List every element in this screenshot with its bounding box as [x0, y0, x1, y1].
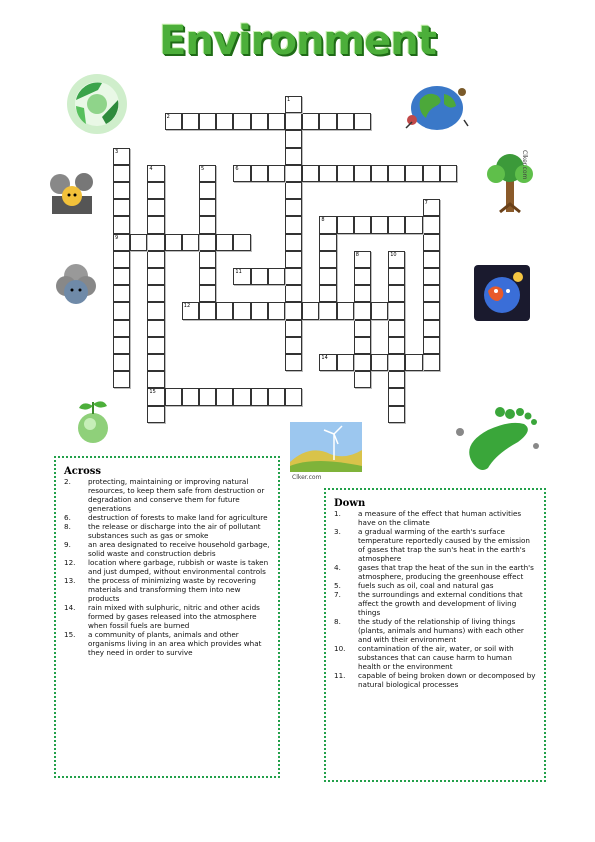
clue-text: an area designated to receive household garbage, solid waste and construction debris — [88, 540, 270, 558]
clue-text: a measure of the effect that human activities have on the climate — [358, 509, 522, 527]
grid-cell[interactable] — [285, 251, 302, 268]
grid-cell[interactable] — [147, 406, 164, 423]
grid-cell[interactable] — [285, 148, 302, 165]
grid-cell[interactable] — [388, 337, 405, 354]
clue-text: capable of being broken down or decomposed by natural biological processes — [358, 671, 536, 689]
clue-text: the study of the relationship of living things (plants, animals and humans) with each other and with their environment — [358, 617, 524, 644]
grid-cell[interactable] — [113, 268, 130, 285]
green-footprint-icon — [450, 402, 542, 472]
grid-cell[interactable] — [251, 302, 268, 319]
seedling-globe-icon — [68, 394, 118, 446]
grid-cell[interactable] — [337, 302, 354, 319]
grid-cell[interactable] — [285, 234, 302, 251]
grid-cell[interactable] — [147, 251, 164, 268]
grid-cell[interactable] — [423, 354, 440, 371]
grid-cell[interactable] — [354, 285, 371, 302]
grid-cell[interactable] — [285, 182, 302, 199]
grid-cell[interactable] — [319, 113, 336, 130]
grid-cell[interactable] — [199, 268, 216, 285]
clue-text: fuels such as oil, coal and natural gas — [358, 581, 494, 590]
grid-cell[interactable] — [371, 354, 388, 371]
grid-cell[interactable] — [405, 354, 422, 371]
grid-cell[interactable] — [354, 337, 371, 354]
clue-item — [64, 603, 270, 630]
grid-cell[interactable] — [147, 371, 164, 388]
grid-cell[interactable] — [285, 113, 302, 130]
grid-number: 9 — [115, 234, 119, 241]
clue-number: 4. — [334, 563, 341, 572]
grid-cell[interactable] — [302, 302, 319, 319]
clue-number: 9. — [64, 540, 71, 549]
grid-cell[interactable] — [405, 216, 422, 233]
grid-cell[interactable] — [233, 234, 250, 251]
grid-cell[interactable] — [354, 165, 371, 182]
grid-cell[interactable] — [337, 354, 354, 371]
grid-cell[interactable] — [113, 285, 130, 302]
grid-cell[interactable] — [388, 406, 405, 423]
grid-cell[interactable] — [113, 337, 130, 354]
grid-number: 4 — [149, 165, 153, 172]
clue-item — [334, 581, 536, 590]
clue-text: destruction of forests to make land for agriculture — [88, 513, 268, 522]
grid-cell[interactable] — [302, 165, 319, 182]
grid-cell[interactable] — [147, 337, 164, 354]
grid-cell[interactable] — [371, 165, 388, 182]
grid-number: 7 — [424, 200, 428, 207]
melting-earth-icon — [474, 265, 530, 321]
grid-cell[interactable] — [182, 113, 199, 130]
grid-cell[interactable] — [233, 302, 250, 319]
clue-text: location where garbage, rubbish or waste is taken and just dumped, without environmental controls — [88, 558, 269, 576]
grid-cell[interactable] — [165, 388, 182, 405]
grid-cell[interactable] — [147, 216, 164, 233]
grid-cell[interactable] — [319, 302, 336, 319]
clue-text: protecting, maintaining or improving natural resources, to keep them safe from destruction or degradation and conserve them for future generations — [88, 477, 265, 513]
clue-number: 7. — [334, 590, 341, 599]
grid-cell[interactable] — [423, 302, 440, 319]
grid-cell[interactable] — [147, 268, 164, 285]
grid-cell[interactable] — [423, 285, 440, 302]
clue-item — [334, 509, 536, 527]
clue-item — [64, 558, 270, 576]
grid-cell[interactable] — [388, 388, 405, 405]
grid-cell[interactable] — [319, 165, 336, 182]
recycle-globe-icon — [62, 70, 132, 138]
grid-cell[interactable] — [113, 182, 130, 199]
grid-cell[interactable] — [182, 388, 199, 405]
earth-cartoon-icon — [398, 78, 476, 136]
grid-cell[interactable] — [147, 320, 164, 337]
clue-number: 2. — [64, 477, 71, 486]
grid-cell[interactable] — [130, 234, 147, 251]
clue-number: 15. — [64, 630, 76, 639]
grid-cell[interactable] — [285, 199, 302, 216]
across-clues-box — [54, 456, 280, 778]
grid-cell[interactable] — [113, 302, 130, 319]
pollution-factory-icon — [46, 170, 98, 218]
clue-number: 14. — [64, 603, 76, 612]
grid-cell[interactable] — [423, 268, 440, 285]
grid-cell[interactable] — [371, 216, 388, 233]
polluted-earth-icon — [52, 262, 100, 312]
clue-item — [64, 630, 270, 657]
clue-item — [64, 576, 270, 603]
grid-cell[interactable] — [268, 302, 285, 319]
grid-cell[interactable] — [388, 302, 405, 319]
clue-text: rain mixed with sulphuric, nitric and other acids formed by gases released into the atmosphere when fossil fuels are burned — [88, 603, 260, 630]
grid-cell[interactable] — [285, 337, 302, 354]
grid-cell[interactable] — [113, 199, 130, 216]
grid-cell[interactable] — [423, 251, 440, 268]
grid-cell[interactable] — [354, 268, 371, 285]
clue-number: 13. — [64, 576, 76, 585]
grid-cell[interactable] — [423, 165, 440, 182]
grid-cell[interactable] — [216, 302, 233, 319]
clue-item — [64, 540, 270, 558]
clue-item — [64, 522, 270, 540]
grid-cell[interactable] — [285, 216, 302, 233]
clue-item — [334, 671, 536, 689]
clue-number: 1. — [334, 509, 341, 518]
clue-number: 5. — [334, 581, 341, 590]
grid-cell[interactable] — [268, 113, 285, 130]
grid-cell[interactable] — [285, 354, 302, 371]
grid-cell[interactable] — [388, 320, 405, 337]
image-credit: Clker.com — [292, 474, 322, 481]
grid-number: 14 — [321, 355, 328, 361]
grid-cell[interactable] — [216, 234, 233, 251]
grid-cell[interactable] — [113, 216, 130, 233]
grid-cell[interactable] — [147, 285, 164, 302]
clue-text: a community of plants, animals and other organisms living in an area which provides what they need in order to survive — [88, 630, 262, 657]
grid-cell[interactable] — [199, 388, 216, 405]
grid-number: 3 — [115, 148, 119, 155]
clue-text: gases that trap the heat of the sun in the earth's atmosphere, producing the greenhouse effect — [358, 563, 534, 581]
grid-number: 8 — [321, 217, 325, 224]
grid-cell[interactable] — [251, 268, 268, 285]
grid-cell[interactable] — [354, 354, 371, 371]
grid-cell[interactable] — [233, 113, 250, 130]
grid-cell[interactable] — [251, 388, 268, 405]
clue-text: contamination of the air, water, or soil with substances that can cause harm to human health or the environment — [358, 644, 514, 671]
grid-cell[interactable] — [147, 302, 164, 319]
grid-cell[interactable] — [319, 268, 336, 285]
clue-item — [334, 563, 536, 581]
grid-cell[interactable] — [268, 165, 285, 182]
down-clue-list — [334, 509, 536, 689]
grid-cell[interactable] — [371, 302, 388, 319]
grid-cell[interactable] — [233, 388, 250, 405]
grid-cell[interactable] — [423, 337, 440, 354]
across-heading: Across — [64, 466, 102, 477]
grid-cell[interactable] — [285, 130, 302, 147]
grid-cell[interactable] — [199, 113, 216, 130]
grid-cell[interactable] — [354, 302, 371, 319]
grid-number: 15 — [149, 389, 156, 396]
grid-cell[interactable] — [388, 371, 405, 388]
grid-cell[interactable] — [354, 320, 371, 337]
clue-item — [64, 477, 270, 513]
grid-cell[interactable] — [113, 251, 130, 268]
grid-cell[interactable] — [354, 216, 371, 233]
grid-cell[interactable] — [216, 113, 233, 130]
grid-cell[interactable] — [113, 354, 130, 371]
grid-cell[interactable] — [199, 199, 216, 216]
clue-item — [64, 513, 270, 522]
grid-cell[interactable] — [337, 165, 354, 182]
grid-cell[interactable] — [268, 268, 285, 285]
grid-number: 11 — [235, 269, 242, 275]
grid-cell[interactable] — [388, 165, 405, 182]
down-clues-box — [324, 488, 546, 782]
grid-cell[interactable] — [199, 234, 216, 251]
grid-cell[interactable] — [147, 354, 164, 371]
grid-number: 2 — [166, 114, 170, 121]
grid-number: 12 — [183, 303, 191, 310]
down-heading: Down — [334, 498, 366, 509]
grid-cell[interactable] — [216, 388, 233, 405]
clue-text: a gradual warming of the earth's surface temperature reportedly caused by the emission of gases that trap the sun's heat in the earth's atmosphere — [358, 527, 530, 563]
clue-number: 11. — [334, 671, 346, 680]
grid-number: 10 — [390, 251, 397, 258]
grid-cell[interactable] — [113, 320, 130, 337]
grid-cell[interactable] — [285, 285, 302, 302]
grid-number: 5 — [201, 165, 205, 172]
grid-cell[interactable] — [285, 165, 302, 182]
clue-text: the surroundings and external conditions that affect the growth and development of living things — [358, 590, 523, 617]
grid-cell[interactable] — [165, 234, 182, 251]
grid-cell[interactable] — [440, 165, 457, 182]
grid-cell[interactable] — [182, 234, 199, 251]
grid-cell[interactable] — [285, 320, 302, 337]
wind-turbine-icon — [290, 422, 362, 472]
grid-cell[interactable] — [113, 165, 130, 182]
grid-cell[interactable] — [337, 216, 354, 233]
grid-cell[interactable] — [354, 371, 371, 388]
across-clue-list — [64, 477, 270, 657]
clue-number: 12. — [64, 558, 76, 567]
grid-cell[interactable] — [388, 216, 405, 233]
grid-cell[interactable] — [319, 234, 336, 251]
grid-cell[interactable] — [337, 113, 354, 130]
grid-cell[interactable] — [268, 388, 285, 405]
grid-cell[interactable] — [199, 285, 216, 302]
tree-person-icon — [480, 148, 540, 216]
clue-number: 6. — [64, 513, 71, 522]
clue-item — [334, 617, 536, 644]
grid-cell[interactable] — [319, 251, 336, 268]
clue-number: 8. — [334, 617, 341, 626]
grid-cell[interactable] — [147, 182, 164, 199]
grid-cell[interactable] — [147, 234, 164, 251]
image-credit: Clker.com — [521, 150, 528, 180]
grid-number: 1 — [287, 97, 291, 103]
grid-cell[interactable] — [285, 388, 302, 405]
grid-cell[interactable] — [199, 251, 216, 268]
grid-cell[interactable] — [302, 113, 319, 130]
grid-cell[interactable] — [285, 302, 302, 319]
clue-item — [334, 644, 536, 671]
clue-item — [334, 527, 536, 563]
grid-cell[interactable] — [423, 216, 440, 233]
grid-cell[interactable] — [388, 354, 405, 371]
grid-cell[interactable] — [285, 268, 302, 285]
grid-cell[interactable] — [405, 165, 422, 182]
grid-cell[interactable] — [251, 165, 268, 182]
clue-number: 10. — [334, 644, 346, 653]
grid-cell[interactable] — [147, 199, 164, 216]
grid-cell[interactable] — [388, 285, 405, 302]
grid-cell[interactable] — [423, 320, 440, 337]
grid-cell[interactable] — [113, 371, 130, 388]
clue-item — [334, 590, 536, 617]
clue-text: the release or discharge into the air of pollutant substances such as gas or smoke — [88, 522, 261, 540]
grid-cell[interactable] — [354, 113, 371, 130]
grid-cell[interactable] — [319, 285, 336, 302]
grid-number: 6 — [235, 165, 239, 172]
clue-number: 3. — [334, 527, 341, 536]
grid-cell[interactable] — [423, 234, 440, 251]
grid-cell[interactable] — [199, 216, 216, 233]
grid-number: 8 — [355, 251, 359, 258]
grid-cell[interactable] — [199, 302, 216, 319]
grid-cell[interactable] — [251, 113, 268, 130]
grid-cell[interactable] — [199, 182, 216, 199]
clue-number: 8. — [64, 522, 71, 531]
page-title: Environment — [159, 18, 436, 64]
clue-text: the process of minimizing waste by recovering materials and transforming them into new products — [88, 576, 256, 603]
grid-cell[interactable] — [388, 268, 405, 285]
